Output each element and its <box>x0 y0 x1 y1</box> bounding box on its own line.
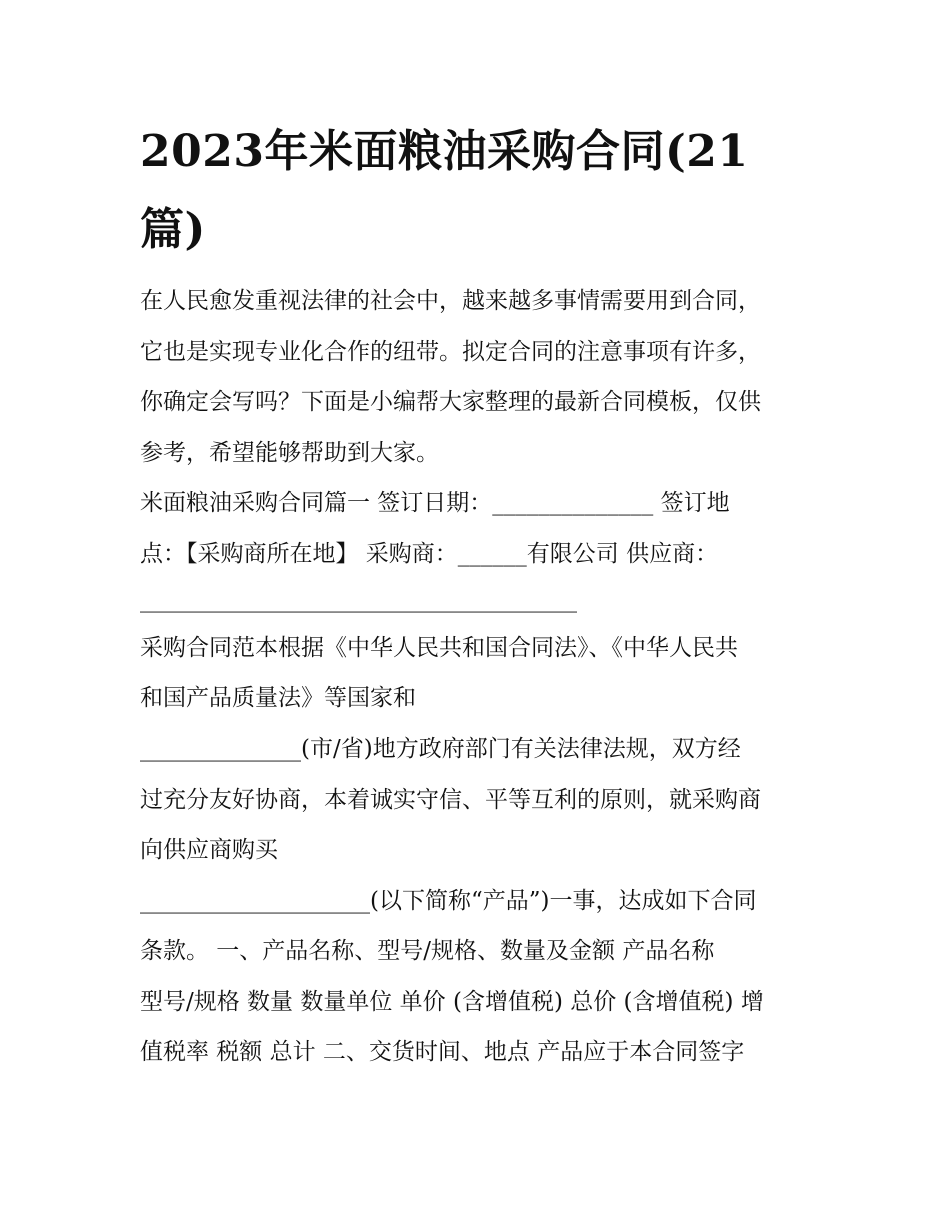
body-line: ______________________________________ <box>140 587 577 613</box>
body-line: 条款。 一、产品名称、型号/规格、数量及金额 产品名称 <box>140 938 715 964</box>
document-title <box>140 113 820 269</box>
body-line: 你确定会写吗？下面是小编帮大家整理的最新合同模板，仅供 <box>140 389 761 415</box>
body-line: 采购合同范本根据《中华人民共和国合同法》、《中华人民共 <box>140 635 738 661</box>
title-line-1: 2023年米面粮油采购合同(21 <box>140 126 749 177</box>
body-line: 在人民愈发重视法律的社会中，越来越多事情需要用到合同， <box>140 288 761 314</box>
body-line: 米面粮油采购合同篇一 签订日期：______________ 签订地 <box>140 490 730 516</box>
body-line: 它也是实现专业化合作的纽带。拟定合同的注意事项有许多， <box>140 339 761 365</box>
body-line: ______________(市/省)地方政府部门有关法律法规，双方经 <box>140 736 741 762</box>
body-line: 参考，希望能够帮助到大家。 <box>140 440 439 466</box>
body-line: 过充分友好协商，本着诚实守信、平等互利的原则，就采购商 <box>140 787 761 813</box>
body-line: 值税率 税额 总计 二、交货时间、地点 产品应于本合同签字 <box>140 1039 745 1065</box>
body-line: 型号/规格 数量 数量单位 单价 (含增值税) 总价 (含增值税) 增 <box>140 989 764 1015</box>
body-line: 和国产品质量法》等国家和 <box>140 685 416 711</box>
title-line-2: 篇) <box>140 204 206 255</box>
body-line: ____________________(以下简称“产品”)一事，达成如下合同 <box>140 888 757 914</box>
body-line: 向供应商购买 <box>140 837 278 863</box>
body-line: 点：【采购商所在地】 采购商：______有限公司 供应商： <box>140 541 719 567</box>
